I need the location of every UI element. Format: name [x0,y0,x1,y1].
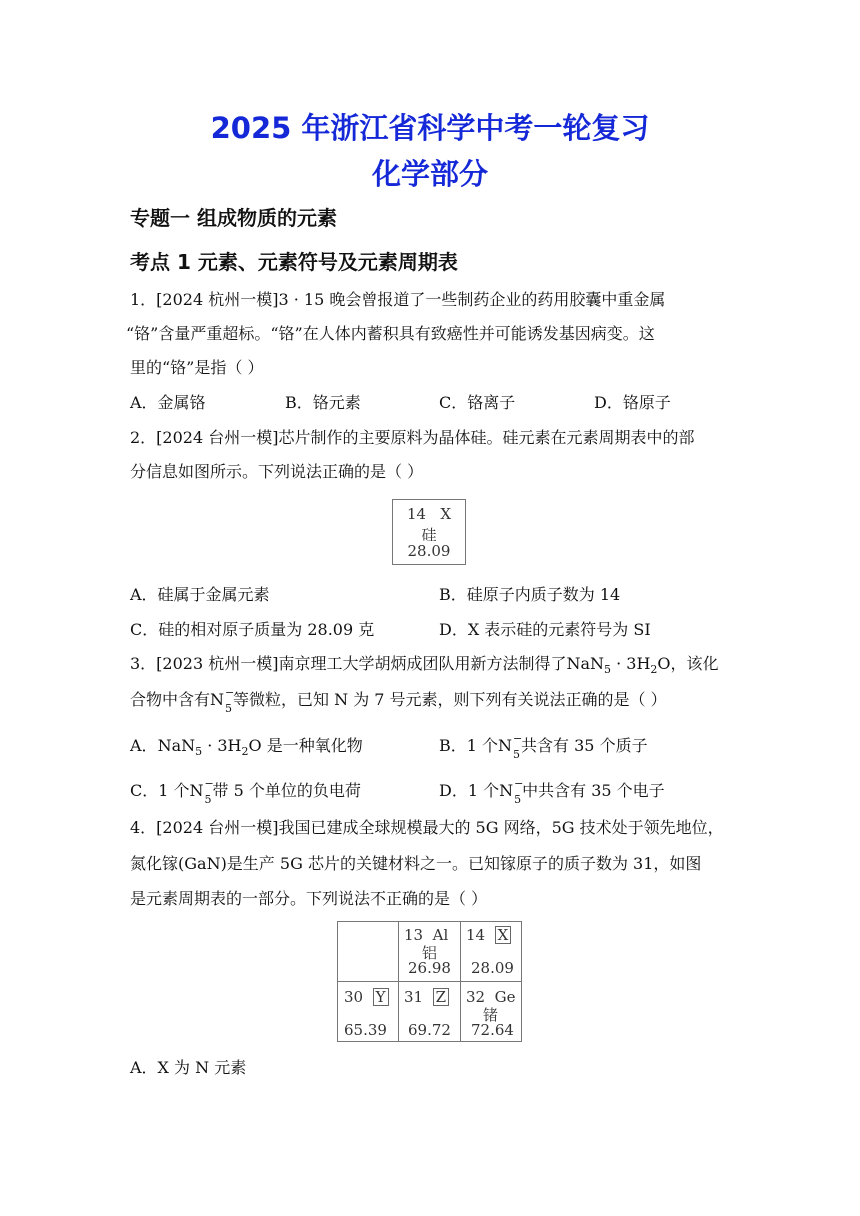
ge-number: 32 [466,988,486,1006]
q3-line2-tail: 等微粒，已知 N 为 7 号元素，则下列有关说法正确的是（ ） [233,690,667,709]
y-mass: 65.39 [344,1021,387,1039]
q2-line2: 分信息如图所示。下列说法正确的是（ ） [130,462,424,481]
q3-line2-text: 合物中含有 [130,690,211,709]
q1-line1: 1．[2024 杭州一模]3 · 15 晚会曾报道了一些制药企业的药用胶囊中重金属 [130,290,666,309]
al-mass: 26.98 [408,959,451,977]
q1-option-d: D．铬原子 [594,393,671,412]
q1-line3: 里的“铬”是指（ ） [130,358,264,377]
periodic-table-excerpt [337,921,522,1042]
doc-title: 2025 年浙江省科学中考一轮复习 [210,111,650,145]
y-cell [344,988,389,1006]
q3-line2 [130,686,667,715]
silicon-element-cell [392,499,466,565]
si-mass: 28.09 [407,542,451,560]
al-name: 铝 [422,944,438,962]
q1-option-b: B．铬元素 [285,393,361,412]
q3-line1-tail: ，该化 [670,654,719,673]
al-number: 13 [404,926,424,944]
q3-option-b-pre: B．1 个 [439,736,499,755]
q1-option-a: A．金属铬 [130,393,206,412]
q3-option-c: C．1 个N − 5 带 5 个单位的负电荷 [130,777,361,806]
q1-line2: “铬”含量严重超标。“铬”在人体内蓄积具有致癌性并可能诱发基因病变。这 [126,324,655,343]
si-name: 硅 [421,526,437,544]
q3-line1-text: 3．[2023 杭州一模]南京理工大学胡炳成团队用新方法制得了 [130,654,567,673]
topic-heading: 专题一 组成物质的元素 [130,206,337,230]
doc-subtitle: 化学部分 [371,157,488,191]
q1-option-c: C．铬离子 [439,393,516,412]
ge-symbol: Ge [494,988,516,1006]
q3-option-c-text: 带 5 个单位的负电荷 [212,781,361,800]
q3-option-a: A．$NaN_5 \cdot 3H_2O$ 是一种氧化物 [130,736,363,759]
q3-option-d-text: 中共含有 35 个电子 [522,781,665,800]
q3-option-d: D．1 个N − 5 中共含有 35 个电子 [439,777,665,806]
z-mass: 69.72 [408,1021,451,1039]
z-cell [404,988,449,1006]
q2-option-c: C．硅的相对原子质量为 28.09 克 [130,620,375,639]
q2-line1: 2．[2024 台州一模]芯片制作的主要原料为晶体硅。硅元素在元素周期表中的部 [130,428,695,447]
q4-option-a: A．X 为 N 元素 [130,1058,247,1077]
y-number: 30 [344,988,364,1006]
z-number: 31 [404,988,424,1006]
si-number: 14 [406,505,427,523]
q3-formula: $NaN_5 \cdot 3H_2O$ [566,654,671,677]
ge-name: 锗 [483,1006,499,1024]
point-heading: 考点 1 元素、元素符号及元素周期表 [130,250,458,274]
z-symbol: Z [433,988,449,1006]
q3-option-d-pre: D．1 个 [439,781,500,800]
ge-mass: 72.64 [471,1021,514,1039]
x-mass: 28.09 [471,959,514,977]
x-number: 14 [466,926,486,944]
q3-option-b: B．1 个N − 5 共含有 35 个质子 [439,732,648,761]
q2-option-d: D．X 表示硅的元素符号为 SI [439,620,651,639]
q2-option-a: A．硅属于金属元素 [130,585,270,604]
al-symbol: Al [432,926,449,944]
y-symbol: Y [373,988,389,1006]
q4-line1: 4．[2024 台州一模]我国已建成全球规模最大的 5G 网络，5G 技术处于领先地位， [130,818,724,837]
q3-option-c-pre: C．1 个 [130,781,190,800]
q2-option-b: B．硅原子内质子数为 14 [439,585,621,604]
q3-option-b-text: 共含有 35 个质子 [521,736,648,755]
q4-line2: 氮化镓(GaN)是生产 5G 芯片的关键材料之一。已知镓原子的质子数为 31，如图 [130,854,702,873]
q3-line1 [130,652,719,676]
x-cell [466,926,511,944]
q4-line3: 是元素周期表的一部分。下列说法不正确的是（ ） [130,889,488,908]
q3-ion: N − 5 [210,686,235,715]
x-symbol: X [495,926,512,944]
si-symbol: X [440,505,452,523]
q3-option-a-text: 是一种氧化物 [261,736,363,755]
